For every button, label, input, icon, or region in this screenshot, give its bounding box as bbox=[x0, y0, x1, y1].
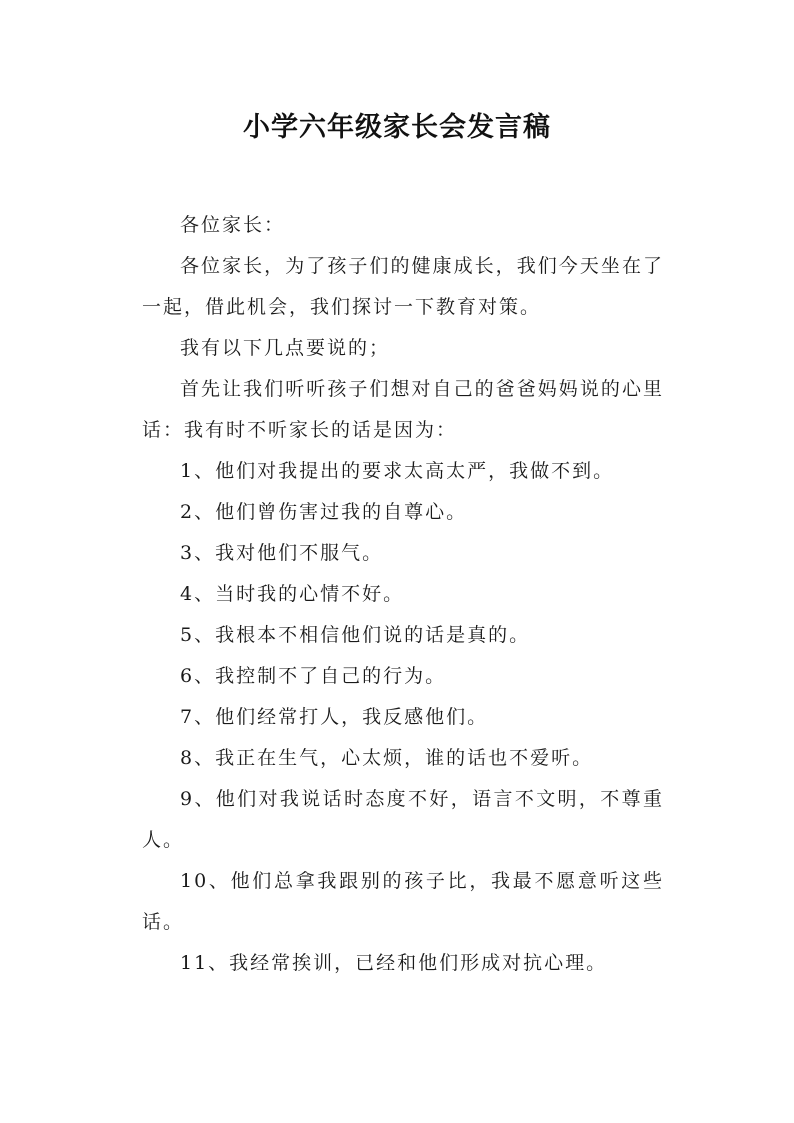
list-item-10: 10、他们总拿我跟别的孩子比，我最不愿意听这些话。 bbox=[142, 870, 664, 933]
document-body bbox=[142, 205, 664, 984]
list-item-3: 3、我对他们不服气。 bbox=[180, 542, 384, 564]
paragraph-intro: 各位家长，为了孩子们的健康成长，我们今天坐在了一起，借此机会，我们探讨一下教育对策。 bbox=[142, 255, 664, 318]
list-item-7: 7、他们经常打人，我反感他们。 bbox=[180, 706, 489, 728]
document-title: 小学六年级家长会发言稿 bbox=[243, 112, 551, 143]
list-item-2: 2、他们曾伤害过我的自尊心。 bbox=[180, 501, 468, 523]
paragraph-points-lead: 我有以下几点要说的； bbox=[180, 337, 391, 359]
list-item-1: 1、他们对我提出的要求太高太严，我做不到。 bbox=[180, 460, 615, 482]
paragraph-children-voices: 首先让我们听听孩子们想对自己的爸爸妈妈说的心里话：我有时不听家长的话是因为： bbox=[142, 378, 664, 441]
paragraph-salutation: 各位家长： bbox=[180, 214, 286, 236]
list-item-11: 11、我经常挨训，已经和他们形成对抗心理。 bbox=[180, 952, 608, 974]
list-item-8: 8、我正在生气，心太烦，谁的话也不爱听。 bbox=[180, 747, 594, 769]
list-item-6: 6、我控制不了自己的行为。 bbox=[180, 665, 447, 687]
list-item-5: 5、我根本不相信他们说的话是真的。 bbox=[180, 624, 531, 646]
list-item-9: 9、他们对我说话时态度不好，语言不文明，不尊重人。 bbox=[142, 788, 664, 851]
list-item-4: 4、当时我的心情不好。 bbox=[180, 583, 405, 605]
